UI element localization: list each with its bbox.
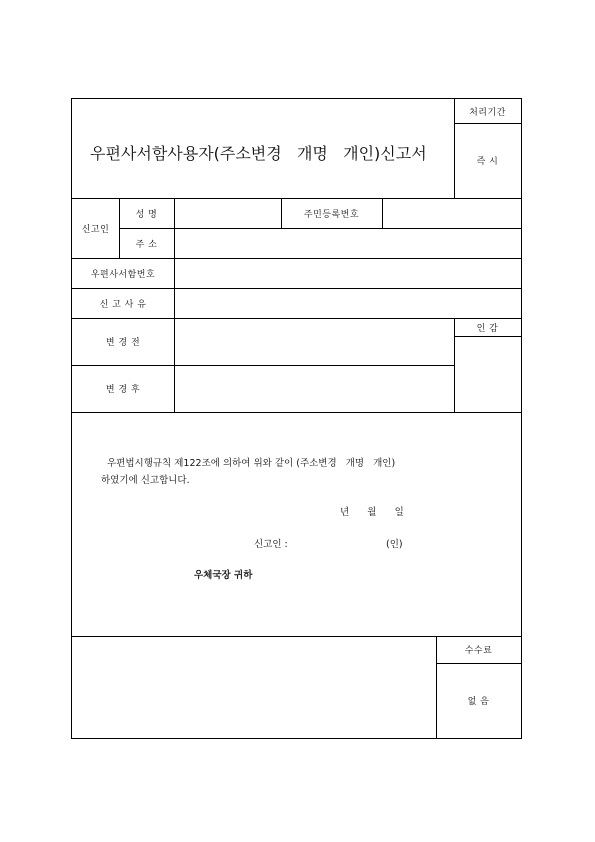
date-line[interactable]: 년 월 일: [340, 507, 404, 518]
addressee: 우체국장 귀하: [194, 570, 253, 581]
fee-value: 없 음: [467, 697, 490, 707]
address-label: 주 소: [135, 239, 158, 250]
after-change-field[interactable]: [174, 365, 454, 412]
declaration-line-1: 우편법시행규칙 제122조에 의하여 위와 같이 (주소변경 개명 개인): [107, 458, 396, 469]
seal-box[interactable]: [454, 336, 521, 412]
before-change-field[interactable]: [174, 318, 454, 365]
after-change-label: 변 경 후: [105, 385, 141, 395]
divider: [72, 412, 521, 413]
resident-number-field[interactable]: [382, 198, 521, 228]
report-form: [71, 98, 522, 739]
processing-period-label: 처리기간: [469, 107, 506, 118]
before-change-label: 변 경 전: [105, 338, 141, 348]
po-box-label: 우편사서함번호: [90, 269, 156, 280]
reason-label: 신 고 사 유: [99, 299, 147, 310]
address-field[interactable]: [174, 228, 521, 258]
form-title: 우편사서함사용자(주소변경 개명 개인)신고서: [90, 143, 427, 163]
seal-mark: (인): [386, 539, 403, 550]
processing-period-value: 즉 시: [476, 157, 499, 167]
declaration-line-2: 하였기에 신고합니다.: [101, 475, 190, 486]
name-field[interactable]: [174, 198, 281, 228]
fee-label: 수수료: [464, 646, 493, 656]
attachment-area: [72, 636, 436, 738]
signer-label: 신고인 :: [254, 539, 288, 550]
reason-field[interactable]: [174, 288, 521, 318]
po-box-field[interactable]: [174, 258, 521, 288]
name-label: 성 명: [135, 209, 158, 220]
seal-label: 인 감: [476, 323, 499, 334]
resident-number-label: 주민등록번호: [303, 209, 360, 220]
applicant-group-label: 신고인: [81, 224, 110, 235]
